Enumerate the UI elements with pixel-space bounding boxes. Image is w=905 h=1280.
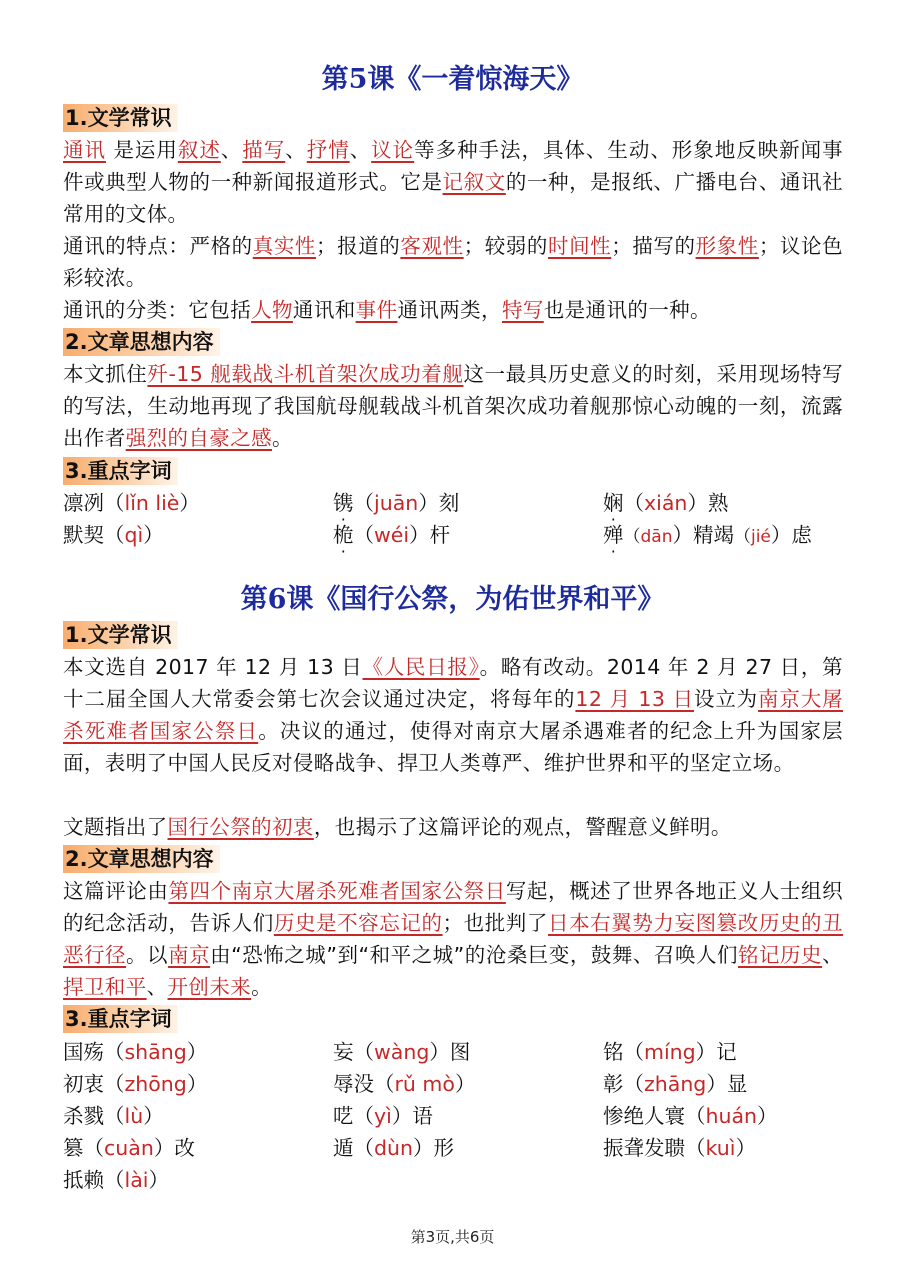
word-item: 振聋发聩（kuì）: [603, 1136, 756, 1160]
word-item: 默契（qì）: [63, 523, 164, 547]
lesson5-word-row-1: [63, 487, 863, 519]
word-item: 抵赖（lài）: [63, 1168, 169, 1192]
lesson6-word-row-5: [63, 1164, 863, 1196]
word-item: 遁（dùn）形: [333, 1136, 454, 1160]
lesson5-word-row-2: [63, 519, 863, 551]
word-item: 妄（wàng）图: [333, 1040, 471, 1064]
lesson6-word-row-1: [63, 1036, 863, 1068]
term-tongxun: 通讯: [63, 138, 106, 162]
lesson5-section-content: 2.文章思想内容: [63, 328, 220, 356]
lesson6-word-row-2: [63, 1068, 863, 1100]
lesson5-para-types: 通讯的分类：它包括人物通讯和事件通讯两类，特写也是通讯的一种。: [63, 298, 711, 322]
word-item: 呓（yì）语: [333, 1104, 433, 1128]
lesson6-section-words: 3.重点字词: [63, 1005, 178, 1033]
lesson5-para-content: 本文抓住歼-15 舰载战斗机首架次成功着舰这一最具历史意义的时刻，采用现场特写的写法，生动地再现了我国航母舰载战斗机首架次成功着舰那惊心动魄的一刻，流露出作者强烈的自豪之感。: [63, 362, 843, 450]
lesson6-para-content: 这篇评论由第四个南京大屠杀死难者国家公祭日写起，概述了世界各地正义人士组织的纪念活动，告诉人们历史是不容忘记的；也批判了日本右翼势力妄图篡改历史的丑恶行径。以南京由“恐怖之城”到“和平之城”的沧桑巨变，鼓舞、召唤人们铭记历史、捍卫和平、开创未来。: [63, 879, 843, 999]
word-item: 杀戮（lù）: [63, 1104, 164, 1128]
lesson5-para-features: 通讯的特点：严格的真实性；报道的客观性；较弱的时间性；描写的形象性；议论色彩较浓。: [63, 234, 844, 290]
word-item: 彰（zhāng）显: [603, 1072, 748, 1096]
word-item: 桅（wéi）杆: [333, 523, 451, 547]
word-item: 初衷（zhōng）: [63, 1072, 208, 1096]
lesson6-section-content: 2.文章思想内容: [63, 845, 220, 873]
lesson6-word-row-3: [63, 1100, 863, 1132]
page-number-footer: 第3页,共6页: [410, 1228, 495, 1246]
lesson5-section-literary: 1.文学常识: [63, 104, 178, 132]
lesson6-para-title: 文题指出了国行公祭的初衷，也揭示了这篇评论的观点，警醒意义鲜明。: [63, 815, 732, 839]
word-item: 镌（juān）刻: [333, 491, 460, 515]
lesson6-para-source: 本文选自 2017 年 12 月 13 日《人民日报》。略有改动。2014 年 2 月 27 日，第十二届全国人大常委会第七次会议通过决定，将每年的12 月 13 日设立为南京大屠杀死难者国家公祭日。决议的通过，使得对南京大屠杀遇难者的纪念上升为国家层面，表明了中国人民反对侵略战争、捍卫人类尊严、维护世界和平的坚定立场。: [63, 655, 843, 775]
lesson5-para-tongxun: 通讯 是运用叙述、描写、抒情、议论等多种手法，具体、生动、形象地反映新闻事件或典型人物的一种新闻报道形式。它是记叙文的一种，是报纸、广播电台、通讯社常用的文体。: [63, 138, 843, 226]
lesson6-section-literary: 1.文学常识: [63, 621, 178, 649]
word-item: 篡（cuàn）改: [63, 1136, 195, 1160]
word-item: 铭（míng）记: [603, 1040, 737, 1064]
word-item: 殚（dān）精竭（jié）虑: [603, 523, 812, 547]
word-item: 凛冽（lǐn liè）: [63, 491, 200, 515]
word-item: 娴（xián）熟: [603, 491, 729, 515]
word-item: 惨绝人寰（huán）: [603, 1104, 778, 1128]
lesson6-title: 第6课《国行公祭，为佑世界和平》: [240, 584, 665, 615]
lesson5-section-words: 3.重点字词: [63, 457, 178, 485]
word-item: 辱没（rǔ mò）: [333, 1072, 476, 1096]
word-item: 国殇（shāng）: [63, 1040, 208, 1064]
lesson6-word-row-4: [63, 1132, 863, 1164]
lesson5-title: 第5课《一着惊海天》: [321, 64, 584, 95]
